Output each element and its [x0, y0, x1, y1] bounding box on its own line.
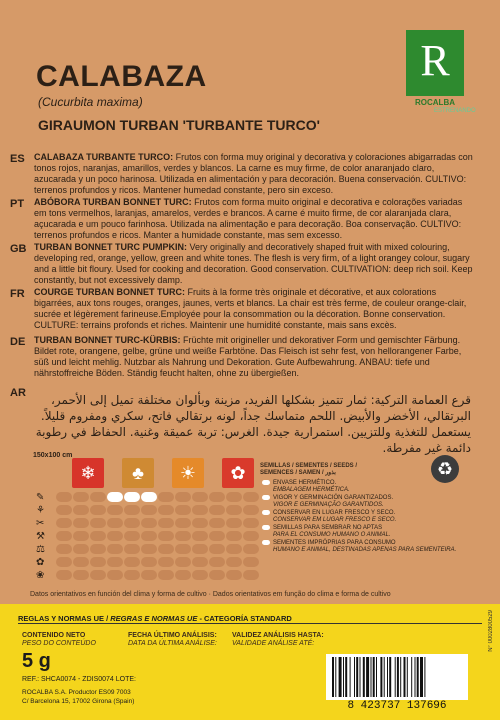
description-pt	[34, 197, 474, 241]
row-7-icon: ❀	[36, 570, 45, 581]
barcode-bar	[420, 657, 423, 697]
legend-marker-icon	[262, 495, 270, 500]
calendar-cell	[243, 570, 259, 580]
calendar-cell	[243, 544, 259, 554]
calendar-cell	[90, 505, 106, 515]
calendar-cell	[192, 557, 208, 567]
calendar-cell	[73, 505, 89, 515]
calendar-cell	[124, 518, 140, 528]
calendar-cell	[209, 570, 225, 580]
legend-item-line2: CONSERVAR EM LUGAR FRESCO E SECO.	[273, 517, 397, 524]
calendar-cell	[73, 492, 89, 502]
legend-heading-line2: SEMENCES / SAMEN / بذور	[260, 470, 336, 476]
variety-name: GIRAUMON TURBAN 'TURBANTE TURCO'	[38, 117, 320, 133]
calendar-cell	[107, 557, 123, 567]
spacing-label: 150x100 cm	[33, 452, 73, 459]
calendar-cell	[158, 518, 174, 528]
calendar-cell	[124, 492, 140, 502]
description-gb	[34, 242, 474, 286]
calendar-cell	[192, 531, 208, 541]
calendar-cell	[158, 544, 174, 554]
description-fr-name: COURGE TURBAN BONNET TURC:	[34, 287, 185, 297]
calendar-cell	[243, 492, 259, 502]
company-line2: C/ Barcelona 15, 17002 Girona (Spain)	[22, 698, 135, 705]
brand-tagline: ESTRENANDO	[434, 108, 476, 114]
calendar-cell	[141, 505, 157, 515]
calendar-cell	[90, 531, 106, 541]
calendar-cell	[226, 492, 242, 502]
calendar-cell	[141, 570, 157, 580]
calendar-cell	[90, 544, 106, 554]
legend-marker-icon	[262, 510, 270, 515]
legend-heading-line1: SEMILLAS / SEMENTES / SEEDS /	[260, 463, 358, 469]
calendar-cell	[73, 544, 89, 554]
barcode-bar	[417, 657, 419, 697]
legend-item	[262, 480, 350, 494]
description-pt-name: ABÓBORA TURBAN BONNET TURC:	[34, 197, 192, 207]
barcode-bar	[380, 657, 382, 697]
norms-line	[18, 614, 292, 623]
calendar-cell	[124, 544, 140, 554]
calendar-cell	[226, 557, 242, 567]
calendar-cell	[56, 518, 72, 528]
calendar-cell	[226, 531, 242, 541]
calendar-cell	[90, 570, 106, 580]
calendar-cell	[141, 518, 157, 528]
calendar-cell	[175, 531, 191, 541]
barcode-bar	[366, 657, 369, 697]
barcode-bar	[360, 657, 361, 697]
norms-category: - CATEGORÍA STANDARD	[199, 614, 292, 623]
description-fr-text: Fruits à la forme très originale et décorative, et aux colorations bigarrées, aux tons rouges, oranges, jaunes, verts et blancs. La chair est très ferme, de couleur orange-clair, sucrée et légèrement farineuse.Employée pour la consommation ou la décoration. Bonne conservation. CULTURE: terrains profonds et riches. Maintenir une humidité constante, mais sans excès.	[34, 287, 467, 330]
barcode-bar	[424, 657, 425, 697]
description-es	[34, 152, 474, 196]
company-info	[22, 688, 134, 706]
calendar-cell	[56, 531, 72, 541]
legend-heading	[260, 463, 357, 477]
lang-code-es: ES	[10, 153, 25, 165]
calendar-cell	[243, 505, 259, 515]
barcode-bar	[345, 657, 347, 697]
barcode-bar	[363, 657, 365, 697]
lang-code-de: DE	[10, 336, 26, 348]
calendar-cell	[158, 492, 174, 502]
calendar-cell	[226, 544, 242, 554]
barcode-bar	[335, 657, 336, 697]
side-code: N° 0002800529	[488, 610, 494, 652]
calendar-cell	[192, 570, 208, 580]
calendar-cell	[141, 544, 157, 554]
rocalba-logo-icon: R	[406, 30, 464, 96]
barcode-bar	[356, 657, 358, 697]
calendar-cell	[124, 557, 140, 567]
calendar-cell	[209, 557, 225, 567]
barcode-bar	[371, 657, 372, 697]
calendar-cell	[209, 544, 225, 554]
description-de-text: Früchte mit origineller und dekorativer Form und gemischter Färbung. Bildet rote, orangene, gelbe, grüne und weiße Farbtöne. Das Fleisch ist sehr fest, von hellorangener Farbe, süß und leicht mehlig. Nutzbar als Nahrung und Dekoration. Gute Aufbewahrung. ANBAU: tiefe und nährstoffreiche Böden. Ständig feucht halten, ohne zu übergießen.	[34, 335, 462, 378]
description-es-name: CALABAZA TURBANTE TURCO:	[34, 152, 174, 162]
brand-name: ROCALBA	[415, 98, 455, 107]
lang-code-pt: PT	[10, 198, 25, 210]
autumn-icon: ✿	[222, 458, 254, 488]
calendar-cell	[243, 531, 259, 541]
description-es-text: Frutos con forma muy original y decorativa y coloraciones abigarradas con tonos rojos, naranjas, amarillos, verdes y blancos. La carne es muy firme, de color anaranjado claro, azucarada y un poco harinosa. Utilizada en alimentación y para decoración. Buena conservación. CULTIVO: terrenos profundos y ricos. Mantener humedad constante, pero sin exceso.	[34, 152, 473, 195]
calendar-cell	[175, 518, 191, 528]
legend-item-line2: HUMANO E ANIMAL, DESTINADAS APENAS PARA SEMENTEIRA.	[273, 547, 457, 554]
legend-item	[262, 495, 393, 509]
calendar-cell	[243, 518, 259, 528]
calendar-cell	[141, 492, 157, 502]
content-label-es: CONTENIDO NETO	[22, 632, 86, 639]
row-transplant	[36, 505, 252, 517]
calendar-cell	[226, 518, 242, 528]
content-label-pt: PESO DO CONTEÚDO	[22, 640, 96, 647]
calendar-cell	[175, 505, 191, 515]
company-line1: ROCALBA S.A. Productor ES09 7003	[22, 689, 131, 696]
row-harvest	[36, 518, 252, 530]
legend-item-line2: EMBALAGEM HERMÉTICA.	[273, 487, 350, 494]
legend-item-line1: SEMILLAS PARA SEMBRAR NO APTAS	[273, 525, 383, 532]
legend-item-line2: PARA EL CONSUMO HUMANO O ANIMAL.	[273, 532, 391, 539]
row-5	[36, 544, 252, 556]
calendar-cell	[56, 570, 72, 580]
barcode	[326, 654, 468, 700]
barcode-bar	[395, 657, 396, 697]
row-6-icon: ✿	[36, 557, 45, 568]
legend-item-line1: SEMENTES IMPRÓPRIAS PARA CONSUMO	[273, 540, 396, 547]
calendar-cell	[158, 505, 174, 515]
calendar-cell	[175, 557, 191, 567]
barcode-bar	[354, 657, 355, 697]
calendar-cell	[175, 544, 191, 554]
calendar-cell	[107, 518, 123, 528]
summer-icon: ☀	[172, 458, 204, 488]
calendar-cell	[192, 505, 208, 515]
calendar-cell	[243, 557, 259, 567]
calendar-cell	[226, 570, 242, 580]
net-weight: 5 g	[22, 650, 51, 672]
legend-item-line1: VIGOR Y GERMINACIÓN GARANTIZADOS.	[273, 495, 394, 502]
calendar-cell	[141, 557, 157, 567]
recycle-icon: ♻	[431, 455, 459, 483]
calendar-cell	[175, 570, 191, 580]
row-4-icon: ⚒	[36, 531, 45, 542]
lang-code-fr: FR	[10, 288, 25, 300]
calendar-cell	[56, 544, 72, 554]
calendar-cell	[107, 570, 123, 580]
spring-icon: ♣	[122, 458, 154, 488]
description-fr	[34, 287, 474, 331]
legend-item-line1: ENVASE HERMÉTICO.	[273, 480, 337, 487]
calendar-cell	[175, 492, 191, 502]
barcode-bar	[411, 657, 412, 697]
barcode-bar	[339, 657, 342, 697]
validity-es: VALIDEZ ANÁLISIS HASTA:	[232, 632, 324, 639]
norms-pt: REGRAS E NORMAS UE	[110, 614, 198, 623]
barcode-bar	[387, 657, 388, 697]
barcode-bar	[343, 657, 344, 697]
description-de-name: TURBAN BONNET TURC-KÜRBIS:	[34, 335, 181, 345]
calendar-cell	[90, 492, 106, 502]
calendar-cell	[124, 505, 140, 515]
row-5-icon: ⚖	[36, 544, 45, 555]
legend-item	[262, 510, 396, 524]
barcode-bar	[404, 657, 406, 697]
barcode-bar	[376, 657, 377, 697]
calendar-cell	[73, 570, 89, 580]
calendar-cell	[107, 531, 123, 541]
barcode-bar	[373, 657, 375, 697]
validity-pt: VALIDADE ANÁLISE ATÉ:	[232, 640, 315, 647]
legend-marker-icon	[262, 540, 270, 545]
row-transplant-icon: ⚘	[36, 505, 45, 516]
legend-marker-icon	[262, 480, 270, 485]
barcode-bar	[415, 657, 416, 697]
row-7	[36, 570, 252, 582]
description-de	[34, 335, 474, 379]
validity-label	[232, 632, 324, 648]
description-gb-text: Very originally and decoratively shaped fruit with mixed colouring, developing red, orange, yellow, green and white tones. The flesh is very firm, of a light orangey colour, sugary and a little bit floury. Used for cooking and decoration. Good conservation. CULTIVATION: deep rich soil. Keep constantly, but not excessively damp.	[34, 242, 473, 285]
calendar-cell	[107, 544, 123, 554]
barcode-bar	[400, 657, 401, 697]
legend-item-line1: CONSERVAR EN LUGAR FRESCO Y SECO.	[273, 510, 396, 517]
calendar-cell	[56, 492, 72, 502]
calendar-cell	[124, 531, 140, 541]
winter-icon: ❄	[72, 458, 104, 488]
legend-item	[262, 540, 456, 554]
calendar-cell	[90, 518, 106, 528]
analysis-date-label	[128, 632, 217, 648]
legend-marker-icon	[262, 525, 270, 530]
description-gb-name: TURBAN BONNET TURC PUMPKIN:	[34, 242, 187, 252]
calendar-cell	[141, 531, 157, 541]
calendar-cell	[56, 557, 72, 567]
calendar-cell	[209, 505, 225, 515]
footer-divider	[18, 623, 482, 624]
calendar-cell	[56, 505, 72, 515]
reference-lot: REF.: SHCA0074 - ZDIS0074 LOTE:	[22, 676, 136, 683]
calendar-cell	[107, 505, 123, 515]
legend-item	[262, 525, 391, 539]
latin-name: (Cucurbita maxima)	[38, 95, 143, 109]
barcode-bar	[389, 657, 391, 697]
barcode-bar	[332, 657, 334, 697]
row-4	[36, 531, 252, 543]
calendar-cell	[90, 557, 106, 567]
calendar-cell	[158, 531, 174, 541]
lang-code-gb: GB	[10, 243, 27, 255]
calendar-cell	[192, 492, 208, 502]
description-pt-text: Frutos com forma muito original e decorativa e colorações variadas em tons vermelhos, laranjas, amarelos, verdes e brancos. A carne é muito firme, de cor alaranjada clara, açucarada e um pouco farinhosa. Utilizada na alimentação e para decoração. Boa conservação. CULTIVO: terrenos profundos e ricos. Manter a humidade constante, mas sem excesso.	[34, 197, 463, 240]
calendar-cell	[192, 544, 208, 554]
calendar-cell	[226, 505, 242, 515]
analysis-date-es: FECHA ÚLTIMO ANÁLISIS:	[128, 632, 217, 639]
lang-code-ar: AR	[10, 387, 26, 399]
calendar-cell	[73, 557, 89, 567]
barcode-bar	[397, 657, 399, 697]
barcode-bar	[384, 657, 385, 697]
product-title: CALABAZA	[36, 60, 207, 93]
row-sowing	[36, 492, 252, 504]
barcode-bar	[407, 657, 408, 697]
calendar-cell	[209, 518, 225, 528]
calendar-cell	[209, 492, 225, 502]
barcode-number: 8 423737 137696	[347, 700, 447, 712]
row-6	[36, 557, 252, 569]
calendar-cell	[158, 557, 174, 567]
analysis-date-pt: DATA DA ÚLTIMA ANÁLISE:	[128, 640, 217, 647]
barcode-bar	[350, 657, 351, 697]
calendar-cell	[73, 531, 89, 541]
content-label	[22, 632, 96, 648]
row-sowing-icon: ✎	[36, 492, 45, 503]
calendar-cell	[124, 570, 140, 580]
norms-es: REGLAS Y NORMAS UE /	[18, 614, 109, 623]
guidance-note: Datos orientativos en función del clima y forma de cultivo · Dados orientativos em função do clima e forma de cultivo	[30, 591, 391, 598]
row-harvest-icon: ✂	[36, 518, 45, 529]
legend-item-line2: VIGOR E GERMINAÇÃO GARANTIDOS.	[273, 502, 384, 509]
description-ar: قرع العمامة التركية: ثمار تتميز بشكلها الفريد، مزينة وبألوان مختلفة تميل إلى الأحمر، البرتقالي، الأخضر والأبيض. اللحم متماسك جداً، لونه برتقالي فاتح، سكري ومفروم قليلاً. يستعمل للتغذية وللتزيين. استمرارية جيدة. الغرس: تربة عميقة وغنية. الحفاظ في رطوبة دائمة غير مفرطة.	[35, 393, 471, 455]
calendar-cell	[192, 518, 208, 528]
calendar-cell	[107, 492, 123, 502]
calendar-cell	[73, 518, 89, 528]
calendar-cell	[158, 570, 174, 580]
calendar-cell	[209, 531, 225, 541]
